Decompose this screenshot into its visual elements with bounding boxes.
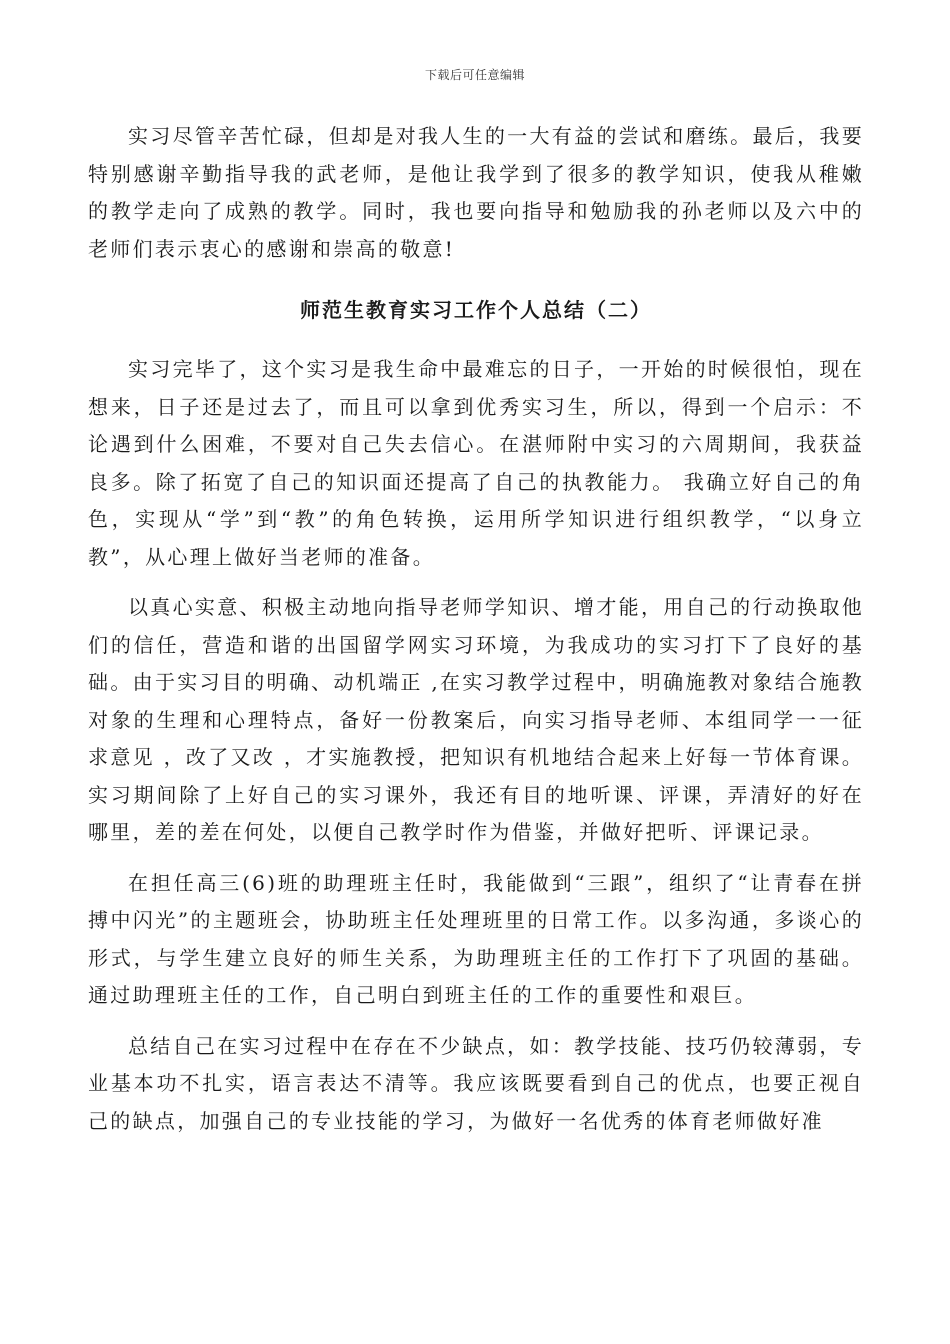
document-body xyxy=(88,118,864,1140)
intro-paragraph: 实习尽管辛苦忙碌，但却是对我人生的一大有益的尝试和磨练。最后，我要特别感谢辛勤指导我的武老师，是他让我学到了很多的教学知识，使我从稚嫩的教学走向了成熟的教学。同时，我也要向指导和勉励我的孙老师以及六中的老师们表示衷心的感谢和崇高的敬意! xyxy=(88,124,864,261)
paragraph-3: 在担任高三(6)班的助理班主任时，我能做到“三跟”，组织了“让青春在拼搏中闪光”的主题班会，协助班主任处理班里的日常工作。以多沟通，多谈心的形式，与学生建立良好的师生关系，为助理班主任的工作打下了巩固的基础。通过助理班主任的工作，自己明白到班主任的工作的重要性和艰巨。 xyxy=(88,870,864,1007)
section-title: 师范生教育实习工作个人总结（二） xyxy=(300,298,652,322)
paragraph-1: 实习完毕了，这个实习是我生命中最难忘的日子，一开始的时候很怕，现在想来，日子还是过去了，而且可以拿到优秀实习生，所以，得到一个启示：不论遇到什么困难，不要对自己失去信心。在湛师附中实习的六周期间，我获益良多。除了拓宽了自己的知识面还提高了自己的执教能力。 我确立好自己的角色，实现从“学”到“教”的角色转换，运用所学知识进行组织教学，“以身立教”，从心理上做好当老师的准备。 xyxy=(88,357,864,569)
header-note: 下载后可任意编辑 xyxy=(424,68,525,82)
paragraph-2: 以真心实意、积极主动地向指导老师学知识、增才能，用自己的行动换取他们的信任，营造和谐的出国留学网实习环境，为我成功的实习打下了良好的基础。由于实习目的明确、动机端正 ,在实习教学过程中，明确施教对象结合施教对象的生理和心理特点，备好一份教案后，向实习指导老师、本组同学一一征求意见 ，改了又改 ，才实施教授，把知识有机地结合起来上好每一节体育课。实习期间除了上好自己的实习课外，我还有目的地听课、评课，弄清好的好在哪里，差的差在何处，以便自己教学时作为借鉴，并做好把听、评课记录。 xyxy=(88,595,864,844)
paragraph-4: 总结自己在实习过程中在存在不少缺点，如：教学技能、技巧仍较薄弱，专业基本功不扎实，语言表达不清等。我应该既要看到自己的优点，也要正视自己的缺点，加强自己的专业技能的学习，为做好一名优秀的体育老师做好准 xyxy=(88,1033,864,1133)
